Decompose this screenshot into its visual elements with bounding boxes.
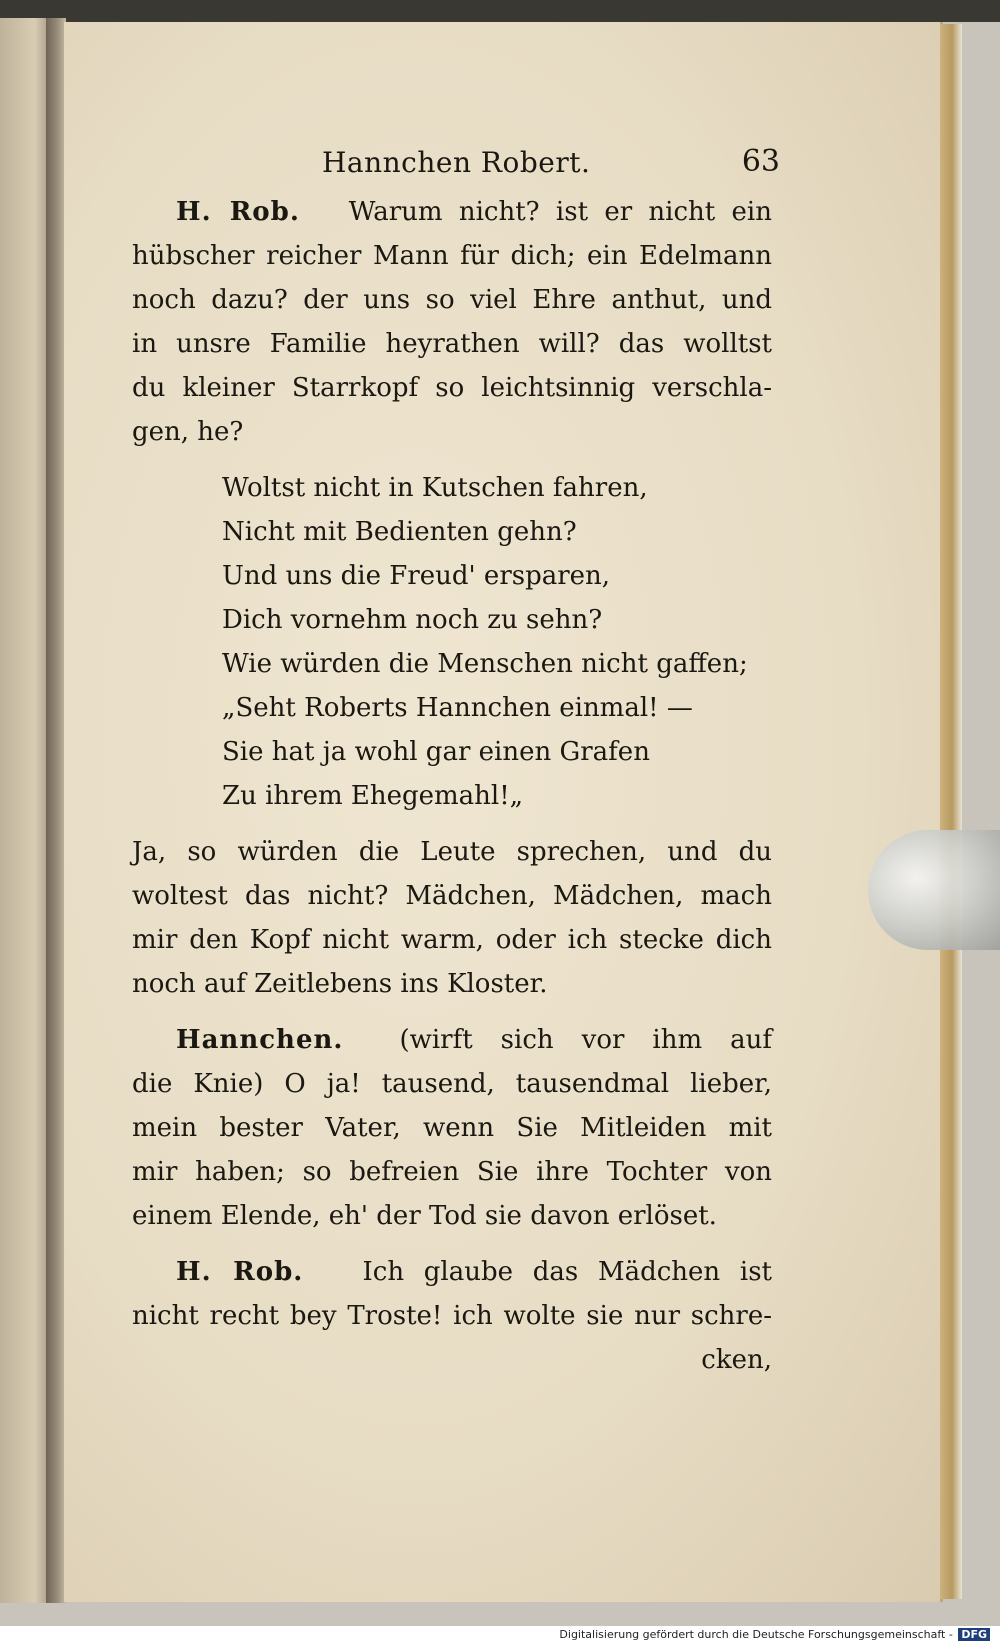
speaker-name: Hannchen.	[176, 1025, 344, 1055]
line-text: Ich glaube das Mädchen ist	[362, 1257, 772, 1287]
credit-text: Digitalisierung gefördert durch die Deutsche Forschungsgemeinschaft -	[559, 1628, 953, 1641]
verse-block	[132, 466, 772, 818]
scanner-thumb	[868, 830, 1000, 950]
verse-line: Sie hat ja wohl gar einen Grafen	[222, 737, 650, 767]
speaker-name: H. Rob.	[176, 197, 300, 227]
page-stack-edge	[940, 24, 962, 1599]
text-line: noch dazu? der uns so viel Ehre anthut, und	[132, 285, 772, 315]
text-line: nicht recht bey Troste! ich wolte sie nur schre-	[132, 1301, 772, 1331]
verse-line: Woltst nicht in Kutschen fahren,	[222, 473, 648, 503]
page-number: 63	[741, 144, 780, 179]
verse-line: Nicht mit Bedienten gehn?	[222, 517, 577, 547]
catchword: cken,	[701, 1345, 772, 1375]
text-line: mein bester Vater, wenn Sie Mitleiden mit	[132, 1113, 772, 1143]
page-text	[132, 140, 780, 1382]
paragraph-2	[132, 830, 772, 1006]
text-line: hübscher reicher Mann für dich; ein Edelmann	[132, 241, 772, 271]
text-line	[132, 1018, 772, 1062]
text-line: woltest das nicht? Mädchen, Mädchen, mach	[132, 881, 772, 911]
text-line: einem Elende, eh' der Tod sie davon erlöset.	[132, 1201, 717, 1231]
verse-line: „Seht Roberts Hannchen einmal! —	[222, 693, 693, 723]
digitization-credit	[559, 1628, 990, 1641]
paragraph-1	[132, 190, 772, 454]
line-text: Warum nicht? ist er nicht ein	[348, 197, 772, 227]
paragraph-3	[132, 1018, 772, 1238]
speaker-name: H. Rob.	[176, 1257, 304, 1287]
verse-line: Dich vornehm noch zu sehn?	[222, 605, 603, 635]
running-title: Hannchen Robert.	[322, 146, 591, 179]
text-line: mir den Kopf nicht warm, oder ich stecke dich	[132, 925, 772, 955]
scan-top-border	[0, 0, 1000, 22]
text-line	[132, 1250, 772, 1294]
text-line: gen, he?	[132, 417, 244, 447]
verse-line: Zu ihrem Ehegemahl!„	[222, 781, 524, 811]
book-gutter	[46, 18, 66, 1603]
verse-line: Und uns die Freud' ersparen,	[222, 561, 611, 591]
paragraph-4	[132, 1250, 772, 1382]
verse-line: Wie würden die Menschen nicht gaffen;	[222, 649, 748, 679]
line-text: (wirft sich vor ihm auf	[399, 1025, 773, 1055]
text-line: Ja, so würden die Leute sprechen, und du	[132, 837, 772, 867]
running-header	[132, 140, 780, 190]
text-line: in unsre Familie heyrathen will? das wolltst	[132, 329, 772, 359]
text-line: die Knie) O ja! tausend, tausendmal lieber,	[132, 1069, 772, 1099]
text-line: du kleiner Starrkopf so leichtsinnig verschla-	[132, 373, 772, 403]
text-line	[132, 190, 772, 234]
text-line: mir haben; so befreien Sie ihre Tochter von	[132, 1157, 772, 1187]
dfg-logo: DFG	[958, 1628, 990, 1641]
text-line: noch auf Zeitlebens ins Kloster.	[132, 969, 548, 999]
